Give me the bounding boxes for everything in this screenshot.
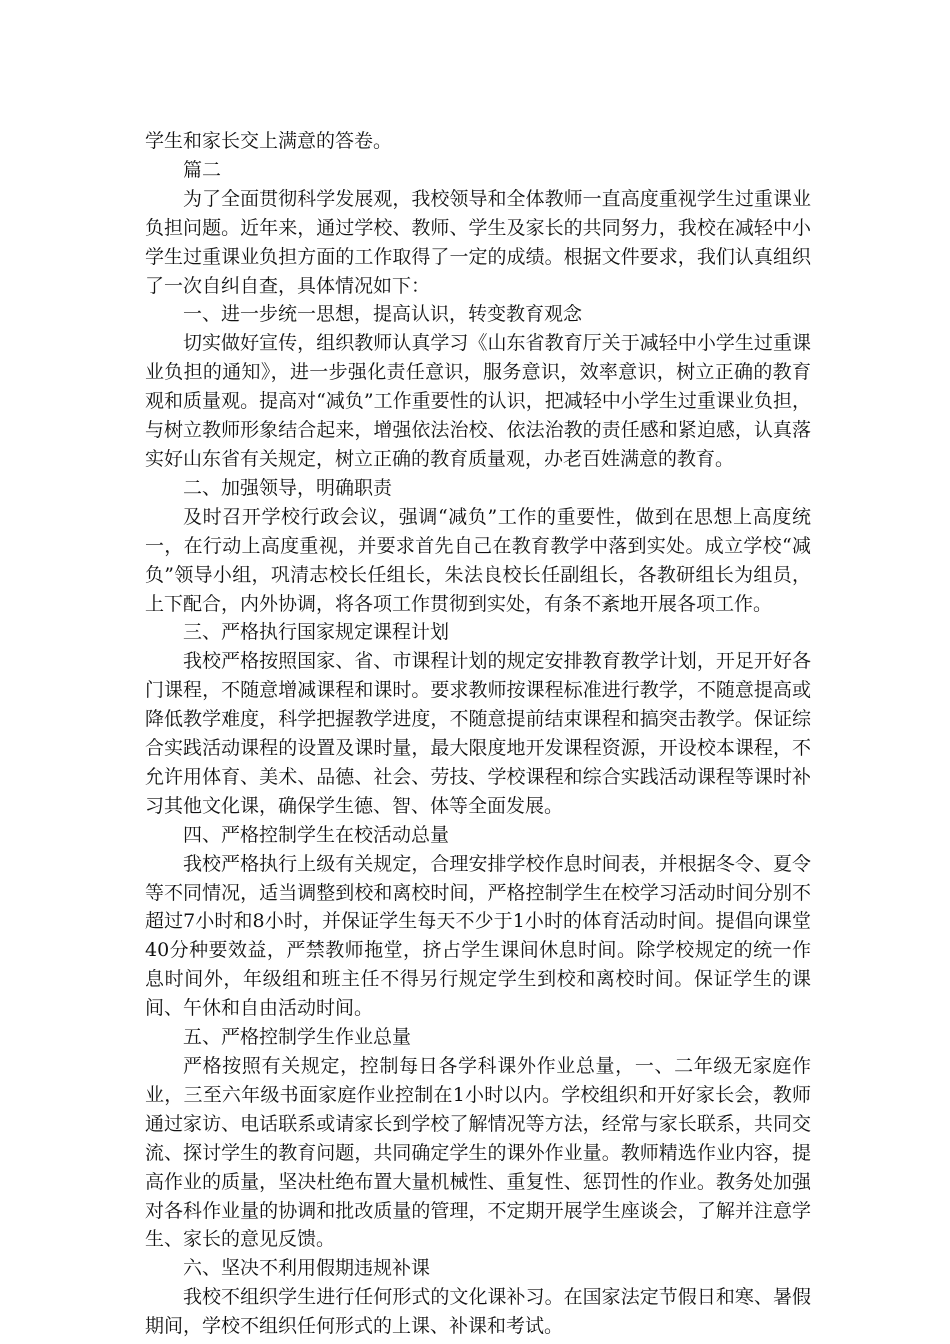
paragraph-2: 及时召开学校行政会议，强调“减负”工作的重要性，做到在思想上高度统一，在行动上高度重视，并要求首先自己在教育教学中落到实处。成立学校“减负”领导小组，巩清志校长任组长，朱法良校长任副组长，各教研组长为组员，上下配合，内外协调，将各项工作贯彻到实处，有条不紊地开展各项工作。 [145, 505, 811, 615]
paragraph-1: 切实做好宣传，组织教师认真学习《山东省教育厅关于减轻中小学生过重课业负担的通知》，进一步强化责任意识，服务意识，效率意识，树立正确的教育观和质量观。提高对“减负”工作重要性的认识，把减轻中小学生过重课业负担，与树立教师形象结合起来，增强依法治校、依法治教的责任感和紧迫感，认真落实好山东省有关规定，树立正确的教育质量观，办老百姓满意的教育。 [145, 332, 811, 470]
document-body [145, 127, 811, 1341]
heading-6: 六、坚决不利用假期违规补课 [183, 1257, 431, 1280]
paragraph-6: 我校不组织学生进行任何形式的文化课补习。在国家法定节假日和寒、暑假期间，学校不组织任何形式的上课、补课和考试。 [145, 1286, 811, 1338]
heading-5: 五、严格控制学生作业总量 [183, 1026, 412, 1049]
section-title-pian-er: 篇二 [183, 158, 222, 181]
paragraph-3: 我校严格按照国家、省、市课程计划的规定安排教育教学计划，开足开好各门课程，不随意增减课程和课时。要求教师按课程标准进行教学，不随意提高或降低教学难度，科学把握教学进度，不随意提前结束课程和搞突击教学。保证综合实践活动课程的设置及课时量，最大限度地开发课程资源，开设校本课程，不允许用体育、美术、品德、社会、劳技、学校课程和综合实践活动课程等课时补习其他文化课，确保学生德、智、体等全面发展。 [145, 650, 811, 817]
heading-4: 四、严格控制学生在校活动总量 [183, 823, 450, 846]
paragraph-continuation: 学生和家长交上满意的答卷。 [145, 130, 393, 152]
paragraph-4: 我校严格执行上级有关规定，合理安排学校作息时间表，并根据冬令、夏令等不同情况，适当调整到校和离校时间，严格控制学生在校学习活动时间分别不超过7小时和8小时，并保证学生每天不少于1小时的体育活动时间。提倡向课堂40分种要效益，严禁教师拖堂，挤占学生课间休息时间。除学校规定的统一作息时间外，年级组和班主任不得另行规定学生到校和离校时间。保证学生的课间、午休和自由活动时间。 [145, 852, 811, 1020]
heading-2: 二、加强领导，明确职责 [183, 476, 393, 499]
heading-3: 三、严格执行国家规定课程计划 [183, 621, 450, 644]
heading-1: 一、进一步统一思想，提高认识，转变教育观念 [183, 303, 583, 326]
paragraph-intro: 为了全面贯彻科学发展观，我校领导和全体教师一直高度重视学生过重课业负担问题。近年来，通过学校、教师、学生及家长的共同努力，我校在减轻中小学生过重课业负担方面的工作取得了一定的成绩。根据文件要求，我们认真组织了一次自纠自查，具体情况如下： [145, 187, 811, 297]
paragraph-5: 严格按照有关规定，控制每日各学科课外作业总量，一、二年级无家庭作业，三至六年级书面家庭作业控制在1小时以内。学校组织和开好家长会，教师通过家访、电话联系或请家长到学校了解情况等方法，经常与家长联系，共同交流、探讨学生的教育问题，共同确定学生的课外作业量。教师精选作业内容，提高作业的质量，坚决杜绝布置大量机械性、重复性、惩罚性的作业。教务处加强对各科作业量的协调和批改质量的管理，不定期开展学生座谈会，了解并注意学生、家长的意见反馈。 [145, 1055, 811, 1251]
